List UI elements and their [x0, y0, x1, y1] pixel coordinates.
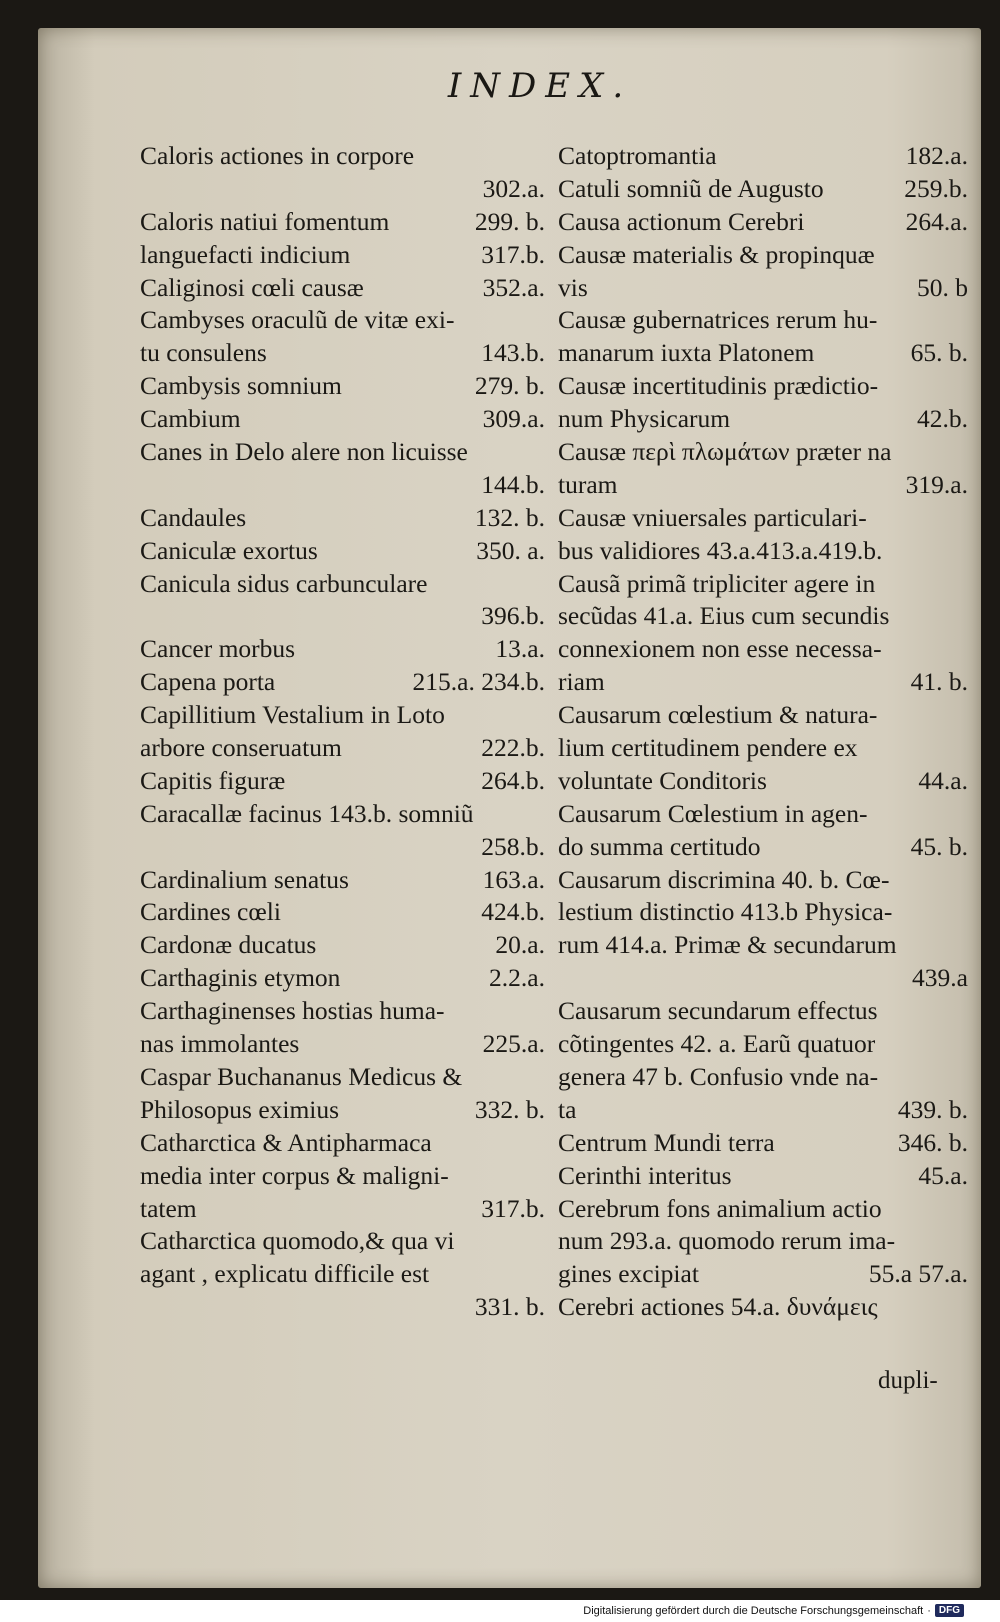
index-entry	[558, 1160, 968, 1193]
index-entry	[558, 1061, 968, 1094]
entry-page-ref: 45.a.	[918, 1160, 968, 1190]
entry-page-ref: 331. b.	[474, 1292, 545, 1322]
entry-text: Cambyses oraculũ de vitæ exi-	[140, 305, 455, 335]
index-column-right	[558, 140, 968, 1324]
entry-page-ref: 42.b.	[917, 404, 968, 434]
entry-text: bus validiores 43.a.413.a.419.b.	[558, 535, 883, 565]
entry-page-ref: 2.2.a.	[489, 963, 545, 993]
entry-page-ref: 439. b.	[897, 1094, 968, 1124]
entry-text: Cerebrum fons animalium actio	[558, 1193, 882, 1223]
entry-text: voluntate Conditoris	[558, 765, 767, 795]
digitization-footer	[583, 1604, 964, 1617]
index-entry	[140, 502, 545, 535]
entry-text: Caloris natiui fomentum	[140, 206, 390, 236]
entry-text: Causæ materialis & propinquæ	[558, 239, 875, 269]
index-entry	[140, 272, 545, 305]
index-entry	[140, 337, 545, 370]
entry-page-ref: 259.b.	[904, 173, 968, 203]
entry-text: Causarum Cœlestium in agen-	[558, 798, 868, 828]
index-entry	[558, 173, 968, 206]
index-entry	[558, 502, 968, 535]
index-entry	[140, 1094, 545, 1127]
entry-page-ref: 317.b.	[481, 239, 545, 269]
entry-page-ref: 65. b.	[910, 338, 968, 368]
entry-text: Causarum discrimina 40. b. Cœ-	[558, 864, 890, 894]
entry-text: Carthaginis etymon	[140, 963, 341, 993]
entry-page-ref: 317.b.	[481, 1193, 545, 1223]
index-entry	[140, 1127, 545, 1160]
entry-text: rum 414.a. Primæ & secundarum	[558, 930, 897, 960]
entry-page-ref: 225.a.	[482, 1029, 545, 1059]
entry-page-ref: 332. b.	[474, 1094, 545, 1124]
index-entry	[558, 699, 968, 732]
index-entry	[558, 436, 968, 469]
entry-text: secũdas 41.a. Eius cum secundis	[558, 601, 890, 631]
index-entry	[140, 1028, 545, 1061]
index-entry	[140, 831, 545, 864]
index-entry	[558, 732, 968, 765]
entry-text: Cerinthi interitus	[558, 1160, 732, 1190]
entry-text: agant , explicatu difficile est	[140, 1259, 430, 1289]
entry-text: Causã primã tripliciter agere in	[558, 568, 876, 598]
index-entry	[558, 666, 968, 699]
entry-text: num 293.a. quomodo rerum ima-	[558, 1226, 896, 1256]
index-entry	[140, 995, 545, 1028]
entry-text: Cambysis somnium	[140, 371, 342, 401]
entry-text: ta	[558, 1094, 577, 1124]
index-entry	[558, 1291, 968, 1324]
entry-text: Causarum secundarum effectus	[558, 996, 878, 1026]
index-entry	[140, 929, 545, 962]
footer-separator: ·	[927, 1604, 931, 1617]
index-entry	[558, 469, 968, 502]
entry-page-ref: 143.b.	[481, 338, 545, 368]
index-entry	[140, 206, 545, 239]
entry-text: Catuli somniũ de Augusto	[558, 173, 824, 203]
index-entry	[140, 600, 545, 633]
index-entry	[558, 896, 968, 929]
index-entry	[558, 600, 968, 633]
entry-page-ref: 41. b.	[910, 667, 968, 697]
index-entry	[140, 1193, 545, 1226]
entry-text: Carthaginenses hostias huma-	[140, 996, 445, 1026]
entry-text: Cardonæ ducatus	[140, 930, 317, 960]
page-header: INDEX.	[447, 66, 633, 106]
entry-text: Canicula sidus carbunculare	[140, 568, 428, 598]
entry-text: connexionem non esse necessa-	[558, 634, 882, 664]
index-entry	[558, 535, 968, 568]
entry-text: gines excipiat	[558, 1259, 699, 1289]
entry-page-ref: 258.b.	[481, 831, 545, 861]
index-entry	[140, 1291, 545, 1324]
entry-text: Caracallæ facinus 143.b. somniũ	[140, 798, 474, 828]
entry-text: Cardinalium senatus	[140, 864, 349, 894]
catchword: dupli-	[878, 1367, 938, 1394]
entry-text: Cambium	[140, 404, 241, 434]
index-entry	[558, 403, 968, 436]
index-entry	[558, 798, 968, 831]
index-entry	[558, 864, 968, 897]
index-entry	[140, 633, 545, 666]
index-entry	[558, 304, 968, 337]
entry-page-ref: 350. a.	[476, 535, 545, 565]
entry-text: cõtingentes 42. a. Earũ quatuor	[558, 1029, 876, 1059]
entry-text: Catharctica & Antipharmaca	[140, 1127, 432, 1157]
index-entry	[558, 1225, 968, 1258]
index-entry	[558, 1028, 968, 1061]
entry-page-ref: 279. b.	[474, 371, 545, 401]
entry-page-ref: 264.b.	[481, 765, 545, 795]
entry-page-ref: 55.a 57.a.	[868, 1259, 968, 1289]
index-entry	[558, 370, 968, 403]
entry-page-ref: 424.b.	[481, 897, 545, 927]
entry-page-ref: 215.a. 234.b.	[412, 667, 545, 697]
index-entry	[140, 1061, 545, 1094]
index-entry	[558, 206, 968, 239]
index-entry	[140, 1160, 545, 1193]
entry-text: Caloris actiones in corpore	[140, 141, 415, 170]
entry-text: turam	[558, 469, 618, 499]
index-entry	[140, 1258, 545, 1291]
index-entry	[558, 831, 968, 864]
index-column-left	[140, 140, 545, 1324]
index-entry	[140, 798, 545, 831]
index-entry	[140, 436, 545, 469]
footer-text: Digitalisierung gefördert durch die Deutsche Forschungsgemeinschaft	[583, 1604, 924, 1617]
index-entry	[140, 732, 545, 765]
entry-text: Cerebri actiones 54.a. δυνάμεις	[558, 1292, 878, 1322]
index-entry	[558, 1193, 968, 1226]
entry-text: tatem	[140, 1193, 197, 1223]
index-entry	[558, 239, 968, 272]
entry-text: Cancer morbus	[140, 634, 296, 664]
index-entry	[140, 962, 545, 995]
entry-text: arbore conseruatum	[140, 733, 342, 763]
entry-text: languefacti indicium	[140, 239, 351, 269]
index-entry	[140, 765, 545, 798]
entry-text: Centrum Mundi terra	[558, 1127, 775, 1157]
entry-page-ref: 299. b.	[474, 206, 545, 236]
entry-page-ref: 346. b.	[897, 1127, 968, 1157]
entry-text: Candaules	[140, 502, 247, 532]
entry-text: vis	[558, 272, 588, 302]
entry-text: Causæ περὶ πλωμάτων præter na	[558, 437, 892, 467]
entry-text: Causarum cœlestium & natura-	[558, 700, 878, 730]
entry-text: genera 47 b. Confusio vnde na-	[558, 1061, 879, 1091]
index-entry	[140, 535, 545, 568]
entry-page-ref: 396.b.	[481, 601, 545, 631]
index-entry	[140, 239, 545, 272]
index-entry	[558, 765, 968, 798]
entry-page-ref: 132. b.	[474, 502, 545, 532]
entry-text: num Physicarum	[558, 404, 731, 434]
index-entry	[140, 896, 545, 929]
entry-page-ref: 309.a.	[482, 404, 545, 434]
entry-text: Capena porta	[140, 667, 276, 697]
entry-text: manarum iuxta Platonem	[558, 338, 815, 368]
entry-page-ref: 302.a.	[482, 173, 545, 203]
index-entry	[558, 633, 968, 666]
index-entry	[140, 1225, 545, 1258]
index-entry	[558, 568, 968, 601]
entry-page-ref: 264.a.	[905, 206, 968, 236]
entry-page-ref: 182.a.	[905, 141, 968, 170]
entry-text: lium certitudinem pendere ex	[558, 733, 858, 763]
index-entry	[140, 666, 545, 699]
index-entry	[140, 304, 545, 337]
index-entry	[140, 469, 545, 502]
index-entry	[558, 1094, 968, 1127]
index-entry	[140, 403, 545, 436]
entry-text: Causæ gubernatrices rerum hu-	[558, 305, 878, 335]
entry-text: lestium distinctio 413.b Physica-	[558, 897, 893, 927]
entry-page-ref: 319.a.	[905, 469, 968, 499]
entry-page-ref: 13.a.	[495, 634, 545, 664]
entry-text: Philosopus eximius	[140, 1094, 340, 1124]
dfg-logo: DFG	[935, 1604, 964, 1617]
entry-text: tu consulens	[140, 338, 267, 368]
entry-text: Catharctica quomodo,& qua vi	[140, 1226, 455, 1256]
entry-page-ref: 20.a.	[495, 930, 545, 960]
entry-text: Cardines cœli	[140, 897, 281, 927]
index-entry	[140, 864, 545, 897]
index-entry	[558, 929, 968, 962]
index-entry	[558, 995, 968, 1028]
entry-text: Causa actionum Cerebri	[558, 206, 805, 236]
index-entry	[140, 699, 545, 732]
entry-text: nas immolantes	[140, 1029, 300, 1059]
index-entry	[140, 370, 545, 403]
entry-text: Canes in Delo alere non licuisse	[140, 437, 468, 467]
entry-text: Capillitium Vestalium in Loto	[140, 700, 445, 730]
index-entry	[558, 140, 968, 173]
index-entry	[558, 962, 968, 995]
index-entry	[558, 272, 968, 305]
entry-text: Causæ incertitudinis prædictio-	[558, 371, 879, 401]
entry-text: Catoptromantia	[558, 141, 717, 170]
entry-page-ref: 45. b.	[910, 831, 968, 861]
entry-text: Capitis figuræ	[140, 765, 286, 795]
index-entry	[140, 140, 545, 173]
entry-text: riam	[558, 667, 605, 697]
index-entry	[558, 1258, 968, 1291]
entry-text: Caniculæ exortus	[140, 535, 318, 565]
index-entry	[558, 337, 968, 370]
entry-text: do summa certitudo	[558, 831, 761, 861]
entry-page-ref: 163.a.	[482, 864, 545, 894]
entry-page-ref: 222.b.	[481, 733, 545, 763]
entry-text: media inter corpus & maligni-	[140, 1160, 449, 1190]
entry-page-ref: 44.a.	[918, 765, 968, 795]
entry-text: Causæ vniuersales particulari-	[558, 502, 867, 532]
index-entry	[558, 1127, 968, 1160]
entry-page-ref: 144.b.	[481, 469, 545, 499]
entry-page-ref: 50. b	[917, 272, 968, 302]
entry-page-ref: 352.a.	[482, 272, 545, 302]
entry-page-ref: 439.a	[912, 963, 968, 993]
index-entry	[140, 568, 545, 601]
index-entry	[140, 173, 545, 206]
entry-text: Caspar Buchananus Medicus &	[140, 1061, 463, 1091]
entry-text: Caliginosi cœli causæ	[140, 272, 364, 302]
